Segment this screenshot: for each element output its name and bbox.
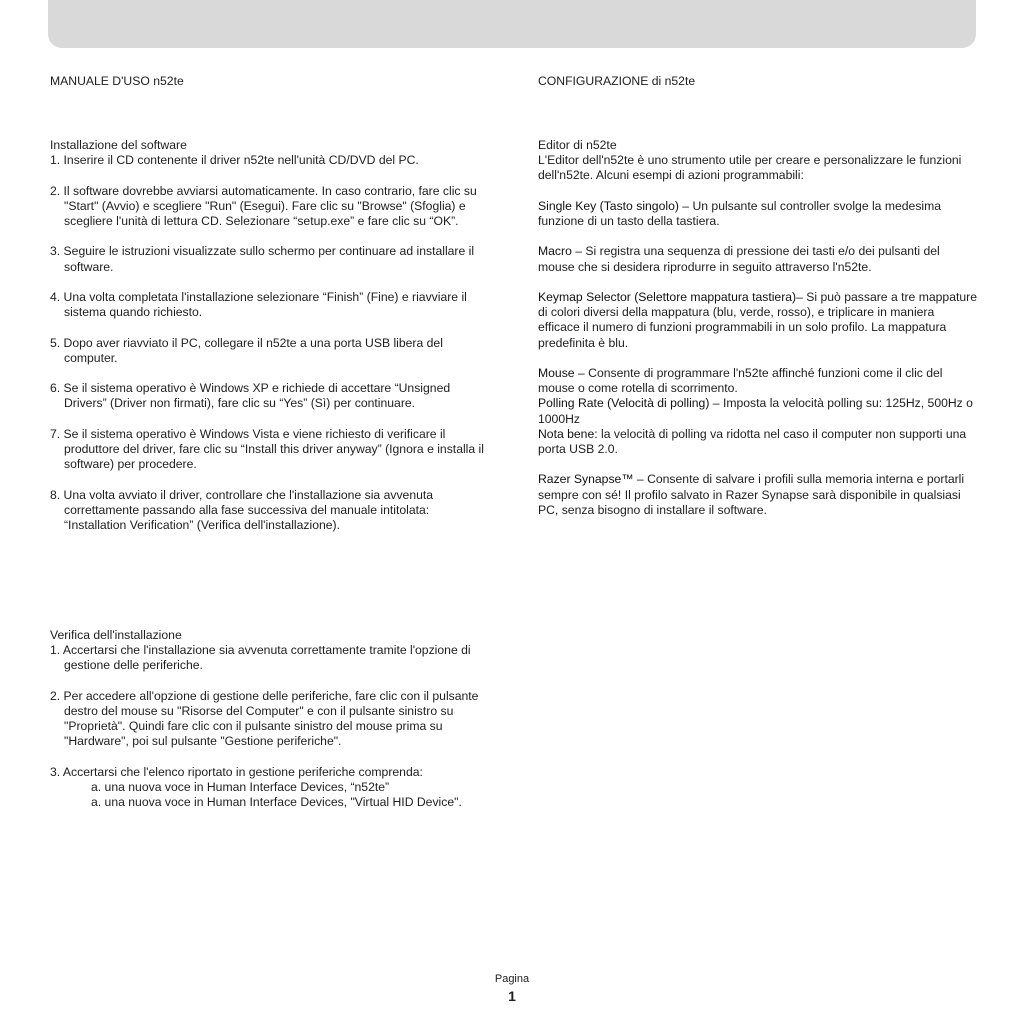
install-steps xyxy=(50,153,490,533)
single-key-paragraph xyxy=(538,199,978,229)
page-label: Pagina xyxy=(494,973,530,985)
polling-paragraph xyxy=(538,396,978,426)
editor-intro: L'Editor dell'n52te è uno strumento utile per creare e personalizzare le funzioni dell'n52te. Alcuni esempi di azioni programmabili: xyxy=(538,153,962,183)
verify-heading: Verifica dell'installazione xyxy=(50,628,182,642)
editor-heading: Editor di n52te xyxy=(538,138,617,152)
install-section xyxy=(50,138,490,548)
synapse-label: Razer Synapse™ xyxy=(538,472,634,487)
keymap-paragraph xyxy=(538,290,978,351)
verify-step-1: 1. Accertarsi che l'installazione sia avvenuta correttamente tramite l'opzione di gestione delle periferiche. xyxy=(50,643,471,673)
verify-step-3: 3. Accertarsi che l'elenco riportato in gestione periferiche comprenda: xyxy=(50,764,423,779)
polling-label: Polling Rate (Velocità di polling) xyxy=(538,396,710,411)
editor-section xyxy=(538,138,978,533)
install-step-8: 8. Una volta avviato il driver, controllare che l'installazione sia avvenuta correttamente passando alla fase successiva del manuale intitolata: “Installation Verification” (Verifica dell'installazione). xyxy=(50,487,434,532)
single-key-label: Single Key (Tasto singolo) xyxy=(538,198,679,213)
install-step-5: 5. Dopo aver riavviato il PC, collegare il n52te a una porta USB libera del computer. xyxy=(50,335,443,365)
macro-paragraph xyxy=(538,244,978,274)
page-number: 1 xyxy=(508,988,516,1004)
install-step-7: 7. Se il sistema operativo è Windows Vista e viene richiesto di verificare il produttore del driver, fare clic su “Install this driver anyway” (Ignora e installa il software) per procedere. xyxy=(50,426,484,472)
keymap-text: – Si può passare a tre mappature di colori diversi della mappatura (blu, verde, rosso), e triplicare in maniera efficace il numero di funzioni programmabili in un solo profilo. La mappatura predefinita è blu. xyxy=(538,289,977,350)
verify-steps xyxy=(50,643,490,780)
mouse-text: – Consente di programmare l'n52te affinché funzioni come il clic del mouse o come rotella di scorrimento. xyxy=(538,365,943,396)
nota-paragraph xyxy=(538,427,978,457)
nota-label: Nota bene: xyxy=(538,426,598,441)
synapse-paragraph xyxy=(538,472,978,518)
macro-label: Macro xyxy=(538,244,572,259)
header-band xyxy=(48,0,976,48)
verify-section xyxy=(50,628,490,810)
install-step-3: 3. Seguire le istruzioni visualizzate sullo schermo per continuare ad installare il software. xyxy=(50,244,475,274)
install-step-6: 6. Se il sistema operativo è Windows XP e richiede di accettare “Unsigned Drivers” (Driver non firmati), fare clic su “Yes” (Sì) per continuare. xyxy=(50,381,451,411)
verify-sub-item-2: a. una nuova voce in Human Interface Devices, "Virtual HID Device". xyxy=(91,795,462,810)
mouse-label: Mouse xyxy=(538,365,575,380)
right-column-title: CONFIGURAZIONE di n52te xyxy=(538,74,696,88)
left-column-title: MANUALE D'USO n52te xyxy=(50,74,184,88)
keymap-label: Keymap Selector (Selettore mappatura tastiera) xyxy=(538,289,797,304)
nota-text: la velocità di polling va ridotta nel caso il computer non supporti una porta USB 2.0. xyxy=(538,426,967,456)
install-step-2: 2. Il software dovrebbe avviarsi automaticamente. In caso contrario, fare clic su "Start" (Avvio) e scegliere "Run" (Esegui). Fare clic su "Browse" (Sfoglia) e scegliere l'unità di lettura CD. Selezionare “setup.exe” e fare clic su “OK”. xyxy=(50,183,477,228)
install-heading: Installazione del software xyxy=(50,138,187,152)
polling-text: – Imposta la velocità polling su: 125Hz, 500Hz o 1000Hz xyxy=(538,396,973,426)
verify-sub-item-1: a. una nuova voce in Human Interface Devices, “n52te” xyxy=(91,780,390,794)
synapse-text: – Consente di salvare i profili sulla memoria interna e portarli sempre con sé! Il profilo salvato in Razer Synapse sarà disponibile in qualsiasi PC, senza bisogno di installare il software. xyxy=(538,472,965,517)
install-step-1: 1. Inserire il CD contenente il driver n52te nell'unità CD/DVD del PC. xyxy=(50,153,419,168)
single-key-text: – Un pulsante sul controller svolge la medesima funzione di un tasto della tastiera. xyxy=(538,198,942,228)
verify-step-2: 2. Per accedere all'opzione di gestione delle periferiche, fare clic con il pulsante destro del mouse su "Risorse del Computer" e con il pulsante sinistro su "Proprietà". Quindi fare clic con il pulsante sinistro del mouse prima su "Hardware", poi sul pulsante "Gestione periferiche". xyxy=(50,688,479,749)
macro-text: – Si registra una sequenza di pressione dei tasti e/o dei pulsanti del mouse che si desidera riprodurre in seguito attraverso l'n52te. xyxy=(538,244,940,274)
mouse-paragraph xyxy=(538,366,978,396)
install-step-4: 4. Una volta completata l'installazione selezionare “Finish” (Fine) e riavviare il sistema quando richiesto. xyxy=(50,289,467,320)
